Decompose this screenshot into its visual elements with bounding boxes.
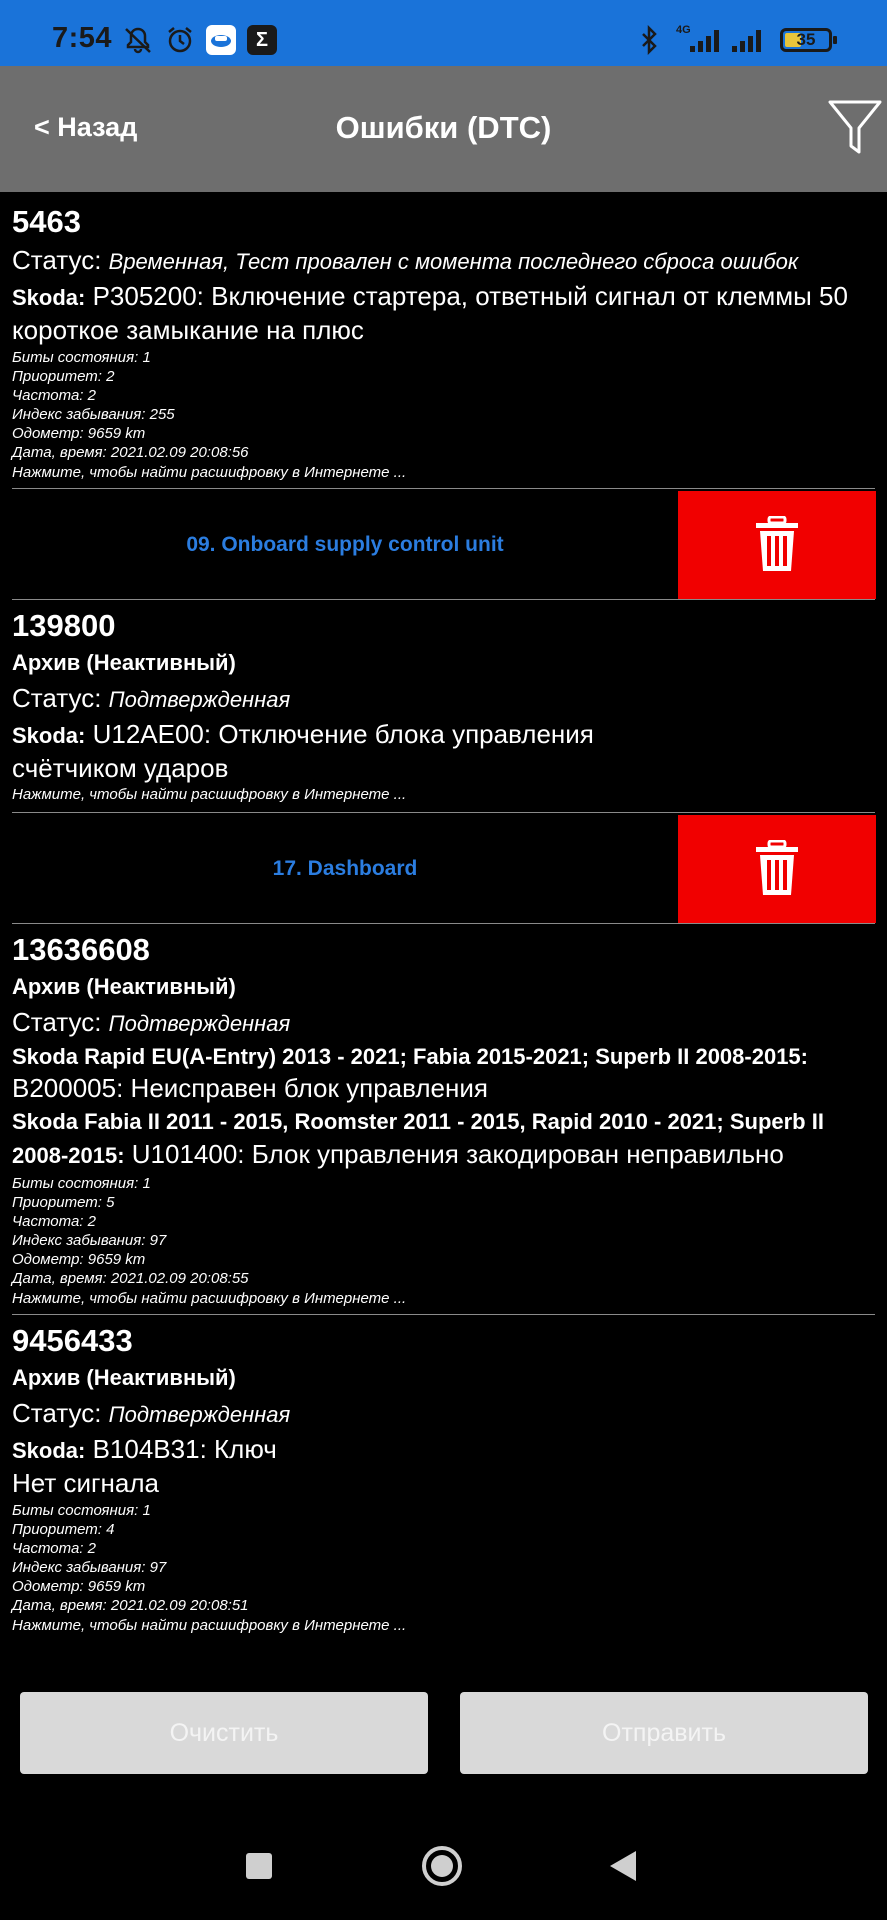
dtc-status: Статус: Подтвержденная [12, 683, 291, 713]
dtc-detail: Одометр: 9659 km [12, 1578, 146, 1595]
dtc-entry[interactable] [0, 192, 887, 484]
divider [12, 812, 875, 813]
status-time: 7:54 [52, 22, 113, 54]
dtc-description: Skoda: U12AE00: Отключение блока управления [12, 719, 594, 749]
bluetooth-icon [634, 25, 664, 55]
filter-icon[interactable] [828, 98, 884, 158]
dtc-status: Статус: Временная, Тест провален с момента последнего сброса ошибок [12, 245, 799, 275]
dtc-detail: Биты состояния: 1 [12, 1175, 151, 1192]
dtc-detail: Одометр: 9659 km [12, 425, 146, 442]
dtc-code: 139800 [12, 608, 116, 643]
battery-icon [780, 28, 832, 52]
search-hint-link[interactable]: Нажмите, чтобы найти расшифровку в Интернете ... [12, 1290, 407, 1307]
dtc-detail: Частота: 2 [12, 1213, 96, 1230]
search-hint-link[interactable]: Нажмите, чтобы найти расшифровку в Интернете ... [12, 1617, 407, 1634]
dtc-code: 13636608 [12, 932, 150, 967]
module-row [0, 491, 887, 599]
dtc-detail: Индекс забывания: 97 [12, 1232, 167, 1249]
mute-icon [123, 25, 153, 55]
dtc-code: 9456433 [12, 1323, 133, 1358]
back-nav-icon[interactable] [610, 1851, 636, 1881]
module-link[interactable]: 17. Dashboard [272, 857, 418, 880]
trash-icon [755, 516, 799, 574]
dtc-detail: Частота: 2 [12, 1540, 96, 1557]
dtc-detail: Приоритет: 4 [12, 1521, 115, 1538]
dtc-list[interactable] [0, 192, 887, 1652]
dtc-archive: Архив (Неактивный) [12, 1365, 236, 1390]
dtc-description: B200005: Неисправен блок управления [12, 1073, 488, 1103]
app-bar [0, 66, 887, 192]
network-type: 4G [676, 24, 691, 36]
battery-level: 35 [796, 30, 816, 49]
app-icon [206, 25, 236, 55]
dtc-description-detail: короткое замыкание на плюс [12, 315, 364, 345]
dtc-detail: Биты состояния: 1 [12, 349, 151, 366]
dtc-status: Статус: Подтвержденная [12, 1007, 291, 1037]
dtc-description-detail: счётчиком ударов [12, 753, 229, 783]
dtc-detail: Приоритет: 5 [12, 1194, 115, 1211]
dtc-entry[interactable] [0, 600, 887, 806]
dtc-detail: Индекс забывания: 97 [12, 1559, 167, 1576]
dtc-detail: Дата, время: 2021.02.09 20:08:56 [12, 444, 249, 461]
trash-icon [755, 840, 799, 898]
dtc-code: 5463 [12, 204, 81, 239]
module-link[interactable]: 09. Onboard supply control unit [186, 533, 504, 556]
alarm-icon [165, 25, 195, 55]
dtc-description: Skoda: P305200: Включение стартера, ответный сигнал от клеммы 50 [12, 281, 848, 311]
dtc-status: Статус: Подтвержденная [12, 1398, 291, 1428]
clear-button[interactable]: Очистить [20, 1692, 428, 1774]
status-bar [0, 0, 887, 66]
dtc-brand: Skoda Rapid EU(A-Entry) 2013 - 2021; Fabia 2015-2021; Superb II 2008-2015: [12, 1044, 808, 1069]
dtc-detail: Индекс забывания: 255 [12, 406, 175, 423]
home-icon[interactable] [422, 1846, 462, 1886]
back-button[interactable]: < Назад [34, 112, 138, 142]
dtc-detail: Дата, время: 2021.02.09 20:08:51 [12, 1597, 249, 1614]
recents-icon[interactable] [246, 1853, 272, 1879]
dtc-description-detail: Нет сигнала [12, 1468, 159, 1498]
dtc-archive: Архив (Неактивный) [12, 650, 236, 675]
dtc-detail: Частота: 2 [12, 387, 96, 404]
dtc-detail: Биты состояния: 1 [12, 1502, 151, 1519]
delete-button[interactable] [678, 815, 876, 923]
dtc-detail: Одометр: 9659 km [12, 1251, 146, 1268]
signal-icon [732, 28, 761, 52]
dtc-detail: Дата, время: 2021.02.09 20:08:55 [12, 1270, 249, 1287]
dtc-description: Skoda Fabia II 2011 - 2015, Roomster 2011 - 2015, Rapid 2010 - 2021; Superb II 2008-2015: U101400: Блок управления закодирован неправильно [12, 1109, 824, 1169]
dtc-entry[interactable] [0, 924, 887, 1310]
delete-button[interactable] [678, 491, 876, 599]
page-title: Ошибки (DTC) [335, 110, 552, 145]
signal-4g-icon [690, 28, 719, 52]
dtc-detail: Приоритет: 2 [12, 368, 115, 385]
dtc-description: Skoda: B104B31: Ключ [12, 1434, 277, 1464]
search-hint-link[interactable]: Нажмите, чтобы найти расшифровку в Интернете ... [12, 464, 407, 481]
dtc-archive: Архив (Неактивный) [12, 974, 236, 999]
sigma-icon: Σ [247, 25, 277, 55]
dtc-entry[interactable] [0, 1315, 887, 1637]
search-hint-link[interactable]: Нажмите, чтобы найти расшифровку в Интернете ... [12, 786, 407, 803]
module-row [0, 815, 887, 923]
send-button[interactable]: Отправить [460, 1692, 868, 1774]
divider [12, 488, 875, 489]
